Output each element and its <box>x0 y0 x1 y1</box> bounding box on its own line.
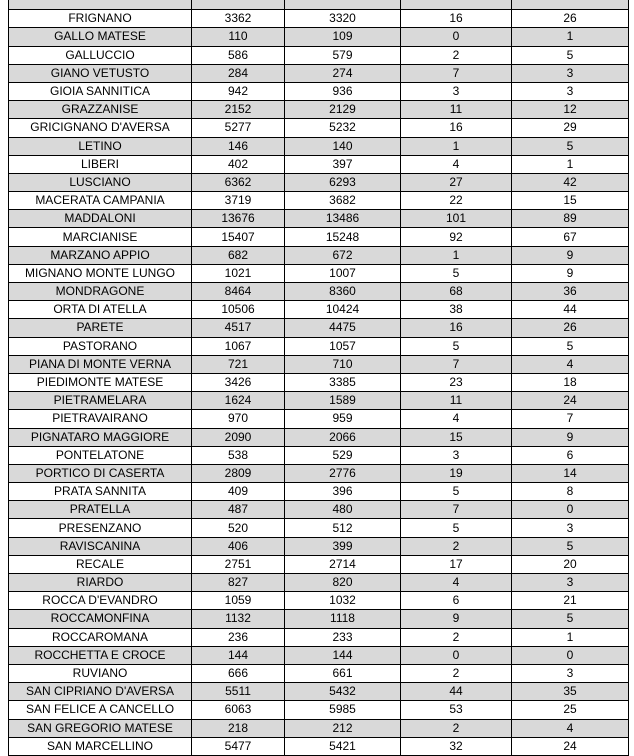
table-cell: 5277 <box>192 119 285 137</box>
table-row <box>9 82 629 100</box>
table-cell: 146 <box>192 137 285 155</box>
table-row <box>9 0 629 10</box>
table-cell: 19 <box>401 464 512 482</box>
table-cell: ORTA DI ATELLA <box>9 301 192 319</box>
table-cell: MADDALONI <box>9 210 192 228</box>
data-table <box>8 0 629 756</box>
table-cell: 17 <box>401 555 512 573</box>
table-cell: 3 <box>512 574 629 592</box>
table-cell: 218 <box>192 719 285 737</box>
table-cell: 959 <box>285 410 401 428</box>
table-row <box>9 64 629 82</box>
table-cell: 710 <box>285 355 401 373</box>
table-cell: 44 <box>401 683 512 701</box>
table-cell: 22 <box>401 192 512 210</box>
table-cell: 25 <box>512 701 629 719</box>
table-row <box>9 610 629 628</box>
table-cell: 1 <box>512 155 629 173</box>
table-cell: 0 <box>512 501 629 519</box>
table-cell: GIOIA SANNITICA <box>9 82 192 100</box>
table-cell: 480 <box>285 501 401 519</box>
table-cell: SAN CIPRIANO D'AVERSA <box>9 683 192 701</box>
table-cell: SAN GREGORIO MATESE <box>9 719 192 737</box>
table-cell: 2 <box>401 537 512 555</box>
table-row <box>9 410 629 428</box>
table-cell: 284 <box>192 64 285 82</box>
table-cell: 20 <box>512 555 629 573</box>
table-cell: SAN FELICE A CANCELLO <box>9 701 192 719</box>
table-cell: 3426 <box>192 373 285 391</box>
table-cell: 3385 <box>285 373 401 391</box>
table-row <box>9 319 629 337</box>
table-cell: 2 <box>401 664 512 682</box>
table-cell: 36 <box>512 283 629 301</box>
table-cell: PIGNATARO MAGGIORE <box>9 428 192 446</box>
table-cell: PRATELLA <box>9 501 192 519</box>
table-row <box>9 446 629 464</box>
table-cell: 35 <box>512 683 629 701</box>
table-cell: LIBERI <box>9 155 192 173</box>
table-cell: 144 <box>285 646 401 664</box>
table-cell: 24 <box>512 392 629 410</box>
table-row <box>9 10 629 28</box>
table-cell: 2 <box>401 719 512 737</box>
table-cell: 2090 <box>192 428 285 446</box>
table-cell: 397 <box>285 155 401 173</box>
table-cell: LUSCIANO <box>9 173 192 191</box>
table-cell: 3719 <box>192 192 285 210</box>
table-cell: 68 <box>401 283 512 301</box>
table-cell: 6293 <box>285 173 401 191</box>
table-cell: 512 <box>285 519 401 537</box>
table-cell: 9 <box>401 610 512 628</box>
table-cell: 10424 <box>285 301 401 319</box>
table-row <box>9 428 629 446</box>
table-cell: 3320 <box>285 10 401 28</box>
table-cell: 21 <box>512 592 629 610</box>
table-cell: 827 <box>192 574 285 592</box>
table-cell: 402 <box>192 155 285 173</box>
table-cell: 4 <box>401 574 512 592</box>
table-row <box>9 210 629 228</box>
table-row <box>9 719 629 737</box>
table-cell: 23 <box>401 373 512 391</box>
table-row <box>9 301 629 319</box>
table-cell: 26 <box>512 10 629 28</box>
table-cell <box>512 0 629 10</box>
table-cell: 6362 <box>192 173 285 191</box>
table-cell: 4 <box>512 719 629 737</box>
table-cell: 15 <box>512 192 629 210</box>
table-cell: 2129 <box>285 101 401 119</box>
table-cell: 12 <box>512 101 629 119</box>
table-cell: 140 <box>285 137 401 155</box>
table-cell: 5 <box>401 337 512 355</box>
table-cell: 672 <box>285 246 401 264</box>
table-cell: 399 <box>285 537 401 555</box>
table-cell: 15407 <box>192 228 285 246</box>
table-row <box>9 464 629 482</box>
table-cell: 1118 <box>285 610 401 628</box>
table-cell <box>401 0 512 10</box>
table-cell: 44 <box>512 301 629 319</box>
table-cell: 18 <box>512 373 629 391</box>
table-cell: MIGNANO MONTE LUNGO <box>9 264 192 282</box>
table-row <box>9 101 629 119</box>
table-row <box>9 483 629 501</box>
table-cell: 5232 <box>285 119 401 137</box>
table-cell: 1132 <box>192 610 285 628</box>
table-cell: 32 <box>401 737 512 755</box>
table-cell: RIARDO <box>9 574 192 592</box>
table-cell: 7 <box>401 64 512 82</box>
table-cell: 1624 <box>192 392 285 410</box>
table-cell: 2809 <box>192 464 285 482</box>
table-row <box>9 555 629 573</box>
table-cell: 144 <box>192 646 285 664</box>
table-cell <box>192 0 285 10</box>
table-cell: PASTORANO <box>9 337 192 355</box>
table-cell: PIEDIMONTE MATESE <box>9 373 192 391</box>
table-cell: 13486 <box>285 210 401 228</box>
table-cell: 4 <box>401 155 512 173</box>
table-row <box>9 228 629 246</box>
table-cell: 2 <box>401 628 512 646</box>
table-cell: 9 <box>512 246 629 264</box>
table-cell: 942 <box>192 82 285 100</box>
table-cell: LETINO <box>9 137 192 155</box>
table-cell: GRAZZANISE <box>9 101 192 119</box>
table-cell: 16 <box>401 319 512 337</box>
table-cell: 109 <box>285 28 401 46</box>
table-cell: 5511 <box>192 683 285 701</box>
table-cell: MACERATA CAMPANIA <box>9 192 192 210</box>
table-cell: 721 <box>192 355 285 373</box>
table-cell: 5 <box>512 537 629 555</box>
spreadsheet-view <box>8 0 628 756</box>
table-cell: 406 <box>192 537 285 555</box>
table-cell: 2751 <box>192 555 285 573</box>
table-cell: 5 <box>401 264 512 282</box>
table-cell: 10506 <box>192 301 285 319</box>
table-cell: PORTICO DI CASERTA <box>9 464 192 482</box>
table-cell: 5 <box>512 137 629 155</box>
table-cell: 529 <box>285 446 401 464</box>
table-cell: 9 <box>512 264 629 282</box>
table-cell: 1059 <box>192 592 285 610</box>
table-cell: ROCCAROMANA <box>9 628 192 646</box>
table-cell: 8 <box>512 483 629 501</box>
table-cell: 16 <box>401 10 512 28</box>
table-cell: 6063 <box>192 701 285 719</box>
table-cell: 6 <box>401 592 512 610</box>
table-cell: 5 <box>512 337 629 355</box>
table-cell: 8360 <box>285 283 401 301</box>
table-cell: 1 <box>512 628 629 646</box>
table-cell: PONTELATONE <box>9 446 192 464</box>
table-cell: 682 <box>192 246 285 264</box>
table-row <box>9 628 629 646</box>
table-cell: RECALE <box>9 555 192 573</box>
table-cell: 11 <box>401 392 512 410</box>
table-cell: 24 <box>512 737 629 755</box>
table-cell: 1021 <box>192 264 285 282</box>
table-cell: RUVIANO <box>9 664 192 682</box>
table-cell: 3 <box>401 82 512 100</box>
table-cell: 396 <box>285 483 401 501</box>
table-cell: PRATA SANNITA <box>9 483 192 501</box>
table-cell: 5 <box>512 610 629 628</box>
table-cell: 579 <box>285 46 401 64</box>
table-row <box>9 574 629 592</box>
table-row <box>9 664 629 682</box>
table-row <box>9 592 629 610</box>
table-cell: 4 <box>401 410 512 428</box>
table-cell: 1 <box>512 28 629 46</box>
table-row <box>9 501 629 519</box>
table-row <box>9 28 629 46</box>
table-cell: 27 <box>401 173 512 191</box>
table-cell: 5432 <box>285 683 401 701</box>
table-cell: 1067 <box>192 337 285 355</box>
table-cell: 936 <box>285 82 401 100</box>
table-row <box>9 192 629 210</box>
table-cell: 661 <box>285 664 401 682</box>
table-cell: 5477 <box>192 737 285 755</box>
table-cell: 92 <box>401 228 512 246</box>
table-cell: GIANO VETUSTO <box>9 64 192 82</box>
table-cell: 3 <box>512 64 629 82</box>
table-cell: PRESENZANO <box>9 519 192 537</box>
table-cell: GALLO MATESE <box>9 28 192 46</box>
table-cell: 6 <box>512 446 629 464</box>
table-row <box>9 119 629 137</box>
table-cell: 970 <box>192 410 285 428</box>
table-cell: 8464 <box>192 283 285 301</box>
table-cell: 15248 <box>285 228 401 246</box>
table-cell: 0 <box>401 28 512 46</box>
table-cell: 236 <box>192 628 285 646</box>
table-cell: 0 <box>512 646 629 664</box>
table-cell: 3 <box>512 519 629 537</box>
table-cell: 409 <box>192 483 285 501</box>
table-cell: 3362 <box>192 10 285 28</box>
table-cell: 42 <box>512 173 629 191</box>
table-cell: 2152 <box>192 101 285 119</box>
table-cell: GALLUCCIO <box>9 46 192 64</box>
table-row <box>9 683 629 701</box>
table-row <box>9 137 629 155</box>
table-cell: 26 <box>512 319 629 337</box>
table-cell: 820 <box>285 574 401 592</box>
table-cell: 2714 <box>285 555 401 573</box>
table-cell: PARETE <box>9 319 192 337</box>
table-cell: 2776 <box>285 464 401 482</box>
table-cell: 5 <box>401 483 512 501</box>
table-cell: 67 <box>512 228 629 246</box>
table-cell: 586 <box>192 46 285 64</box>
table-cell: 15 <box>401 428 512 446</box>
table-cell: 7 <box>401 501 512 519</box>
table-row <box>9 392 629 410</box>
table-cell: 5 <box>512 46 629 64</box>
table-cell: 4 <box>512 355 629 373</box>
table-cell: ROCCA D'EVANDRO <box>9 592 192 610</box>
table-cell: 0 <box>401 646 512 664</box>
table-cell: 487 <box>192 501 285 519</box>
table-cell: 7 <box>512 410 629 428</box>
table-cell: 212 <box>285 719 401 737</box>
table-cell: MARCIANISE <box>9 228 192 246</box>
table-cell: 2 <box>401 46 512 64</box>
table-row <box>9 355 629 373</box>
table-row <box>9 46 629 64</box>
table-cell <box>9 0 192 10</box>
table-cell: 110 <box>192 28 285 46</box>
table-cell: 1032 <box>285 592 401 610</box>
table-cell: 2066 <box>285 428 401 446</box>
table-row <box>9 701 629 719</box>
table-cell: ROCCHETTA E CROCE <box>9 646 192 664</box>
table-cell: 3682 <box>285 192 401 210</box>
table-cell: 666 <box>192 664 285 682</box>
table-cell: 16 <box>401 119 512 137</box>
table-cell: 29 <box>512 119 629 137</box>
table-cell: MONDRAGONE <box>9 283 192 301</box>
table-cell: 11 <box>401 101 512 119</box>
table-cell: FRIGNANO <box>9 10 192 28</box>
table-cell: MARZANO APPIO <box>9 246 192 264</box>
table-cell: 53 <box>401 701 512 719</box>
table-cell: 13676 <box>192 210 285 228</box>
table-cell: ROCCAMONFINA <box>9 610 192 628</box>
table-row <box>9 646 629 664</box>
table-row <box>9 373 629 391</box>
table-cell: 1007 <box>285 264 401 282</box>
table-cell: 5 <box>401 519 512 537</box>
table-row <box>9 537 629 555</box>
table-cell: 1 <box>401 246 512 264</box>
table-row <box>9 246 629 264</box>
table-row <box>9 264 629 282</box>
table-cell: 14 <box>512 464 629 482</box>
table-row <box>9 337 629 355</box>
table-cell: PIETRAVAIRANO <box>9 410 192 428</box>
table-cell: 274 <box>285 64 401 82</box>
table-cell: 4475 <box>285 319 401 337</box>
table-cell: 38 <box>401 301 512 319</box>
table-cell: 233 <box>285 628 401 646</box>
table-cell <box>285 0 401 10</box>
table-cell: 1589 <box>285 392 401 410</box>
table-cell: 538 <box>192 446 285 464</box>
table-cell: RAVISCANINA <box>9 537 192 555</box>
table-cell: 5985 <box>285 701 401 719</box>
table-cell: PIETRAMELARA <box>9 392 192 410</box>
table-cell: 4517 <box>192 319 285 337</box>
table-cell: 3 <box>401 446 512 464</box>
table-cell: SAN MARCELLINO <box>9 737 192 755</box>
table-cell: 89 <box>512 210 629 228</box>
table-cell: 9 <box>512 428 629 446</box>
table-row <box>9 519 629 537</box>
table-cell: 7 <box>401 355 512 373</box>
table-row <box>9 155 629 173</box>
table-cell: 1 <box>401 137 512 155</box>
table-cell: 3 <box>512 664 629 682</box>
table-cell: PIANA DI MONTE VERNA <box>9 355 192 373</box>
table-cell: 1057 <box>285 337 401 355</box>
table-cell: 520 <box>192 519 285 537</box>
table-cell: GRICIGNANO D'AVERSA <box>9 119 192 137</box>
table-row <box>9 737 629 755</box>
table-cell: 3 <box>512 82 629 100</box>
table-row <box>9 283 629 301</box>
table-row <box>9 173 629 191</box>
table-body <box>9 0 629 755</box>
table-cell: 101 <box>401 210 512 228</box>
table-cell: 5421 <box>285 737 401 755</box>
